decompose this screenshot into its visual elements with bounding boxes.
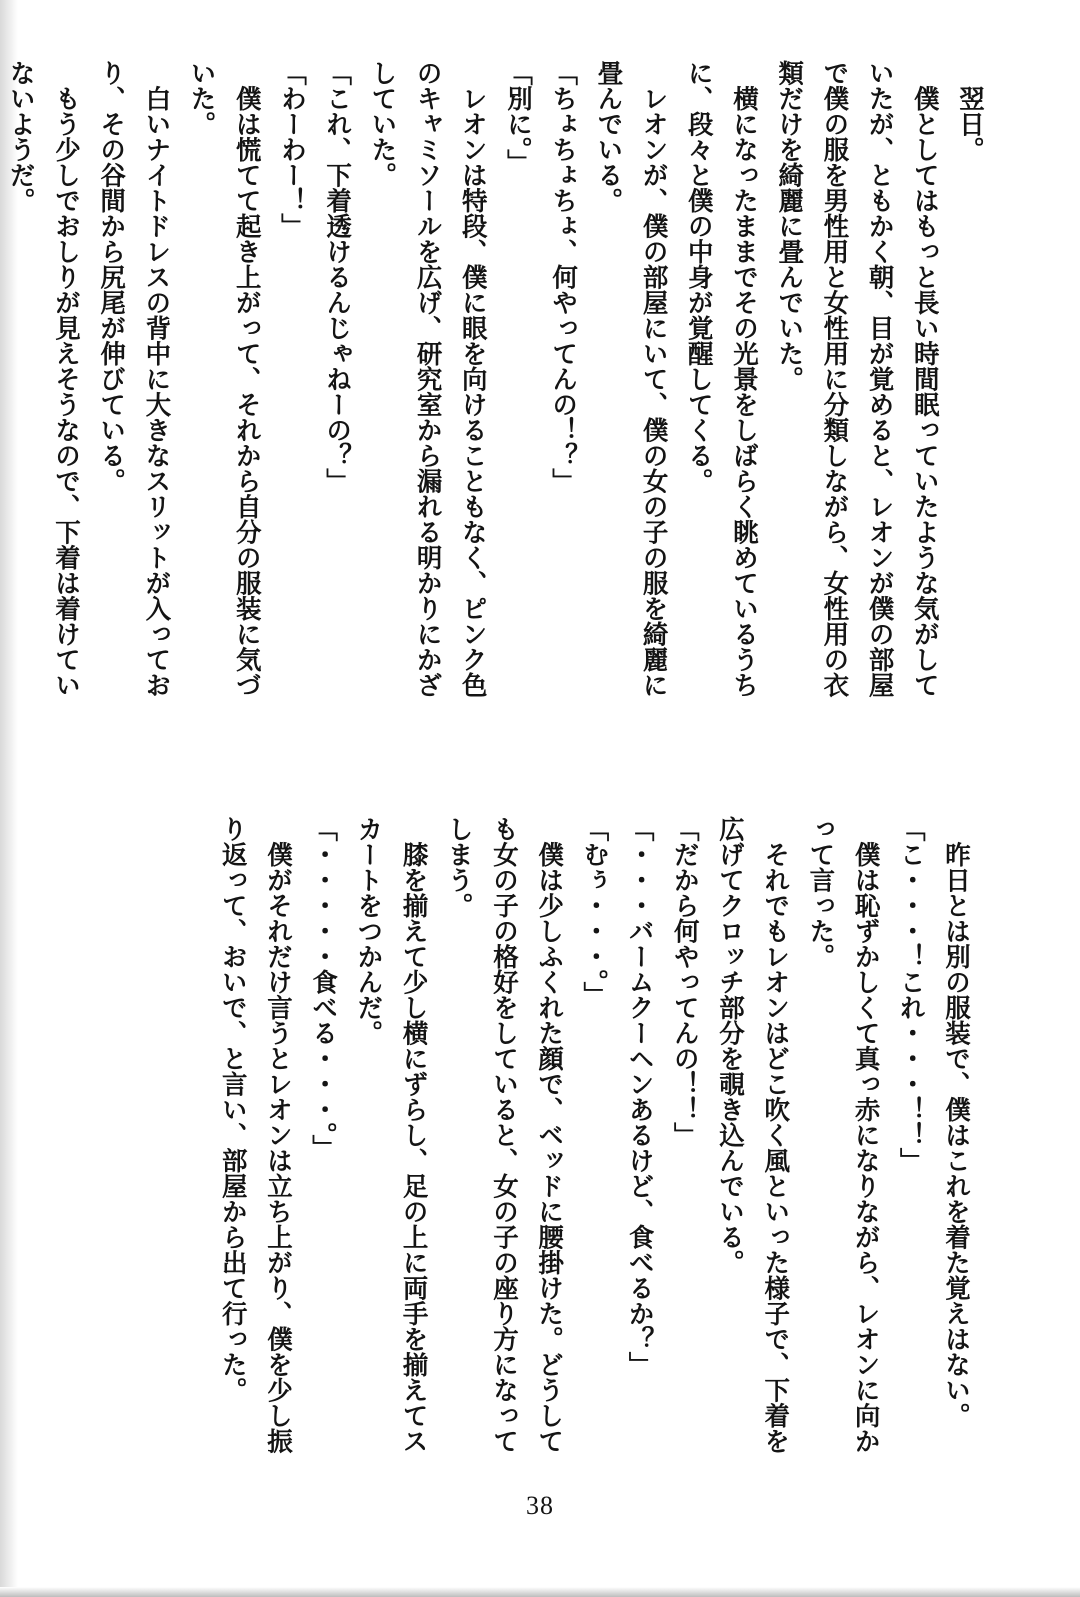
text-line: 「これ、下着透けるんじゃねーの？」 xyxy=(322,60,353,494)
text-line: 昨日とは別の服装で、僕はこれを着た覚えはない。 xyxy=(941,816,971,1428)
text-line: いたが、ともかく朝、目が覚めると、レオンが僕の部屋 xyxy=(864,60,895,698)
text-line: 広げてクロッチ部分を覗き込んでいる。 xyxy=(714,816,745,1275)
text-line: 膝を揃えて少し横にずらし、足の上に両手を揃えてス xyxy=(398,816,429,1454)
text-line: 「むぅ・・・。」 xyxy=(579,816,610,1008)
text-line: 「・・・バームクーヘンあるけど、食べるか？」 xyxy=(624,816,655,1377)
text-line: しまう。 xyxy=(443,816,474,918)
text-line: ないようだ。 xyxy=(5,60,36,213)
text-line: レオンは特段、僕に眼を向けることもなく、ピンク色 xyxy=(457,60,488,698)
text-line: で僕の服を男性用と女性用に分類しながら、女性用の衣 xyxy=(819,60,850,698)
text-line: 「・・・・・食べる・・・。」 xyxy=(308,816,339,1161)
text-line: 僕は恥ずかしくて真っ赤になりながら、レオンに向か xyxy=(850,816,881,1454)
text-line: のキャミソールを広げ、研究室から漏れる明かりにかざ xyxy=(412,60,443,698)
text-line: も女の子の格好をしていると、女の子の座り方になって xyxy=(488,816,519,1454)
text-line: 白いナイトドレスの背中に大きなスリットが入ってお xyxy=(141,60,172,698)
text-line: レオンが、僕の部屋にいて、僕の女の子の服を綺麗に xyxy=(638,60,669,698)
text-line: り、その谷間から尻尾が伸びている。 xyxy=(96,60,127,494)
text-line: に、段々と僕の中身が覚醒してくる。 xyxy=(683,60,714,494)
text-line: もう少しでおしりが見えそうなので、下着は着けてい xyxy=(50,60,81,698)
lower-text-block xyxy=(210,816,978,1454)
text-line: 「こ・・・！これ・・・！！」 xyxy=(895,816,926,1173)
text-line: カートをつかんだ。 xyxy=(353,816,384,1046)
text-line: 「わーわー！」 xyxy=(276,60,307,239)
text-line: って言った。 xyxy=(805,816,836,969)
text-line: 横になったままでその光景をしばらく眺めているうち xyxy=(728,60,759,698)
page-edge-shadow-bottom xyxy=(0,1587,1080,1597)
text-line: り返って、おいで、と言い、部屋から出て行った。 xyxy=(217,816,248,1403)
text-line: していた。 xyxy=(367,60,398,188)
text-line: 僕は慌てて起き上がって、それから自分の服装に気づ xyxy=(231,60,262,698)
text-line: 「別に。」 xyxy=(502,60,533,175)
text-line: 僕としてはもっと長い時間眠っていたような気がして xyxy=(909,60,940,698)
text-line: 翌日。 xyxy=(955,60,985,162)
text-line: 類だけを綺麗に畳んでいた。 xyxy=(774,60,805,392)
text-line: 「ちょちょちょ、何やってんの！？」 xyxy=(548,60,579,494)
text-line: 畳んでいる。 xyxy=(593,60,624,213)
text-line: 「だから何やってんの！！」 xyxy=(669,816,700,1148)
text-line: それでもレオンはどこ吹く風といった様子で、下着を xyxy=(760,816,791,1454)
text-line: いた。 xyxy=(186,60,217,137)
upper-text-block xyxy=(0,60,992,720)
text-line: 僕は少しふくれた顔で、ベッドに腰掛けた。どうして xyxy=(534,816,565,1454)
page-number: 38 xyxy=(526,1491,554,1520)
text-line: 僕がそれだけ言うとレオンは立ち上がり、僕を少し振 xyxy=(262,816,293,1454)
